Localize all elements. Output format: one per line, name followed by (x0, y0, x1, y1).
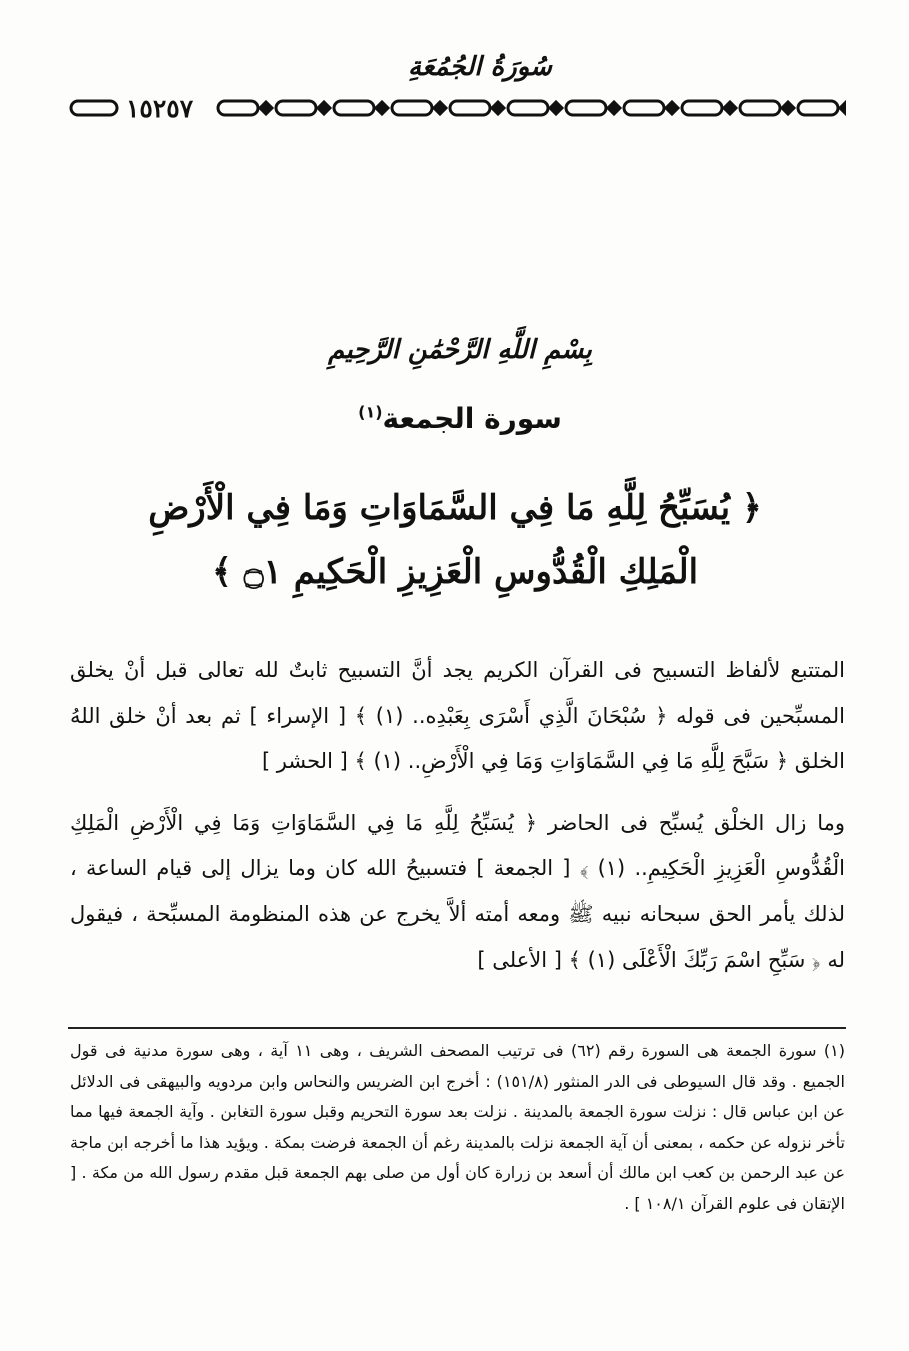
running-header-title: سُورَةُ الجُمُعَةِ (408, 52, 552, 82)
page-number: ١٥٢٥٧ (122, 94, 197, 123)
footnote-marker: (١) (358, 402, 383, 422)
commentary-body (70, 648, 845, 983)
commentary-paragraph-2: وما زال الخلْق يُسبِّح فى الحاضر ﴿ يُسَبِّحُ لِلَّهِ مَا فِي السَّمَاوَاتِ وَمَا فِي الْأَرْضِ الْمَلِكِ الْقُدُّوسِ الْعَزِيزِ الْحَكِيمِ.. (١) ﴾ [ الجمعة ] فتسبيحُ الله كان وما يزال إلى قيام الساعة ، لذلك يأمر الحق سبحانه نبيه ﷺ ومعه أمته ألاَّ يخرج عن هذه المنظومة المسبِّحة ، فيقول له ﴿ سَبِّحِ اسْمَ رَبِّكَ الْأَعْلَى (١) ﴾ [ الأعلى ] (70, 810, 845, 972)
surah-title (330, 402, 590, 435)
verse-line-1: ﴿ يُسَبِّحُ لِلَّهِ مَا فِي السَّمَاوَاتِ وَمَا فِي الْأَرْضِ (148, 488, 762, 528)
basmala-calligraphy: بِسْمِ اللَّهِ الرَّحْمَٰنِ الرَّحِيمِ (328, 335, 592, 365)
verse-line-2: الْمَلِكِ الْقُدُّوسِ الْعَزِيزِ الْحَكِيمِ ۝١ ﴾ (211, 552, 699, 592)
footnote-separator (68, 1027, 846, 1029)
surah-title-text: سورة الجمعة (382, 402, 562, 435)
commentary-paragraph-1: المتتبع لألفاظ التسبيح فى القرآن الكريم يجد أنَّ التسبيح ثابتٌ لله تعالى قبل أنْ يخلق المسبِّحين فى قوله ﴿ سُبْحَانَ الَّذِي أَسْرَى بِعَبْدِه.. (١) ﴾ [ الإسراء ] ثم بعد أنْ خلق اللهُ الخلق ﴿ سَبَّحَ لِلَّهِ مَا فِي السَّمَاوَاتِ وَمَا فِي الْأَرْضِ.. (١) ﴾ [ الحشر ] (70, 658, 845, 774)
footnote-text: (١) سورة الجمعة هى السورة رقم (٦٢) فى ترتيب المصحف الشريف ، وهى ١١ آية ، وهى سورة مدنية فى قول الجميع . وقد قال السيوطى فى الدر المنثور (١٥١/٨) : أخرج ابن الضريس والنحاس وابن مردويه والبيهقى فى الدلائل عن ابن عباس قال : نزلت سورة الجمعة بالمدينة . نزلت بعد سورة التحريم وقبل سورة التغابن . وآية الجمعة فيها مما تأخر نزوله عن حكمه ، بمعنى أن آية الجمعة نزلت بالمدينة رغم أن الجمعة فرضت بمكة . ويؤيد هذا ما أخرجه ابن ماجة عن عبد الرحمن بن كعب ابن مالك أن أسعد بن زرارة كان أول من صلى بهم الجمعة قبل مقدم رسول الله من مكة . [ الإتقان فى علوم القرآن ١٠٨/١ ] . (70, 1041, 846, 1213)
